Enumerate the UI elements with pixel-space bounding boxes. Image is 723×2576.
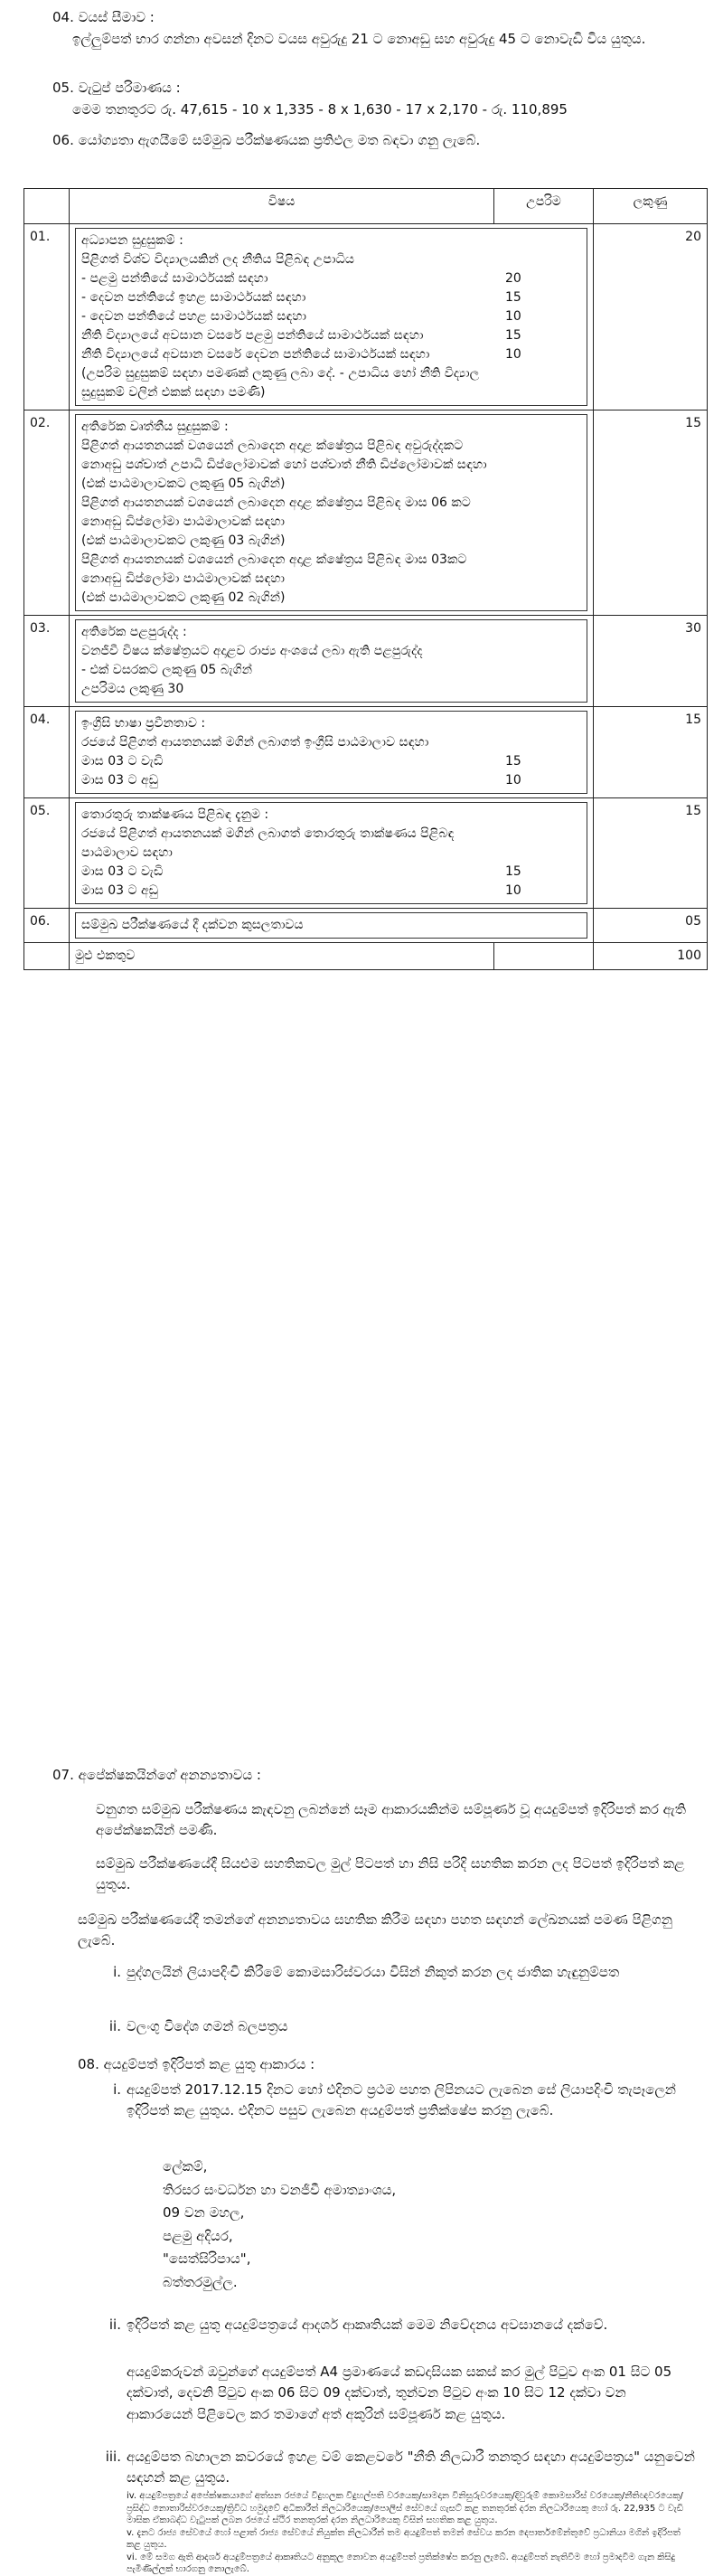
table-row <box>24 616 708 707</box>
subject-item-text: රජයේ පිළිගත් ආයතනයක් මගින් ලබාගත් ඉංග්‍රීසි පාඨමාලාව සඳහා <box>81 735 429 750</box>
total-label: මුළු එකතුව <box>70 943 494 970</box>
subject-item <box>81 307 581 326</box>
section-08-title: 08. අයදුම්පත් ඉදිරිපත් කළ යුතු ආකාරය : <box>78 2056 315 2072</box>
subject-item-max: 10 <box>505 773 521 788</box>
subject-item <box>81 437 581 475</box>
submit-text-2: ඉදිරිපත් කළ යුතු අයදුම්පත්‍රයේ ආදර්ශ ආකෘතියක් මෙම නිවේදනය අවසානයේ දක්වේ. <box>127 2317 608 2333</box>
total-max <box>494 943 594 970</box>
subject-item <box>81 551 581 589</box>
submit-text-3: අයදුම්පත බහාලන කවරයේ ඉහළ වම් කෙළවරේ "නීති නිලධාරී තනතුර සඳහා අයදුම්පත්‍රය" යනුවෙන් සඳහන් කළ යුතුය. <box>127 2449 695 2486</box>
subject-item-max: 10 <box>505 347 521 362</box>
row-subject <box>70 798 594 909</box>
table-total-row <box>24 943 708 970</box>
address-line-5: "සෙත්සිරිපාය", <box>163 2250 251 2267</box>
row-subject <box>70 909 594 943</box>
submit-items-rest <box>127 2490 696 2576</box>
address-line-1: ලේකම්, <box>163 2158 208 2175</box>
subject-item-text: (එක් පාඨමාලාවකට ලකුණු 03 බැගින්) <box>81 533 286 548</box>
row-number: 01. <box>24 224 70 410</box>
subject-item-text: මාස 03 ට අඩු <box>81 883 158 898</box>
subject-title-line <box>81 418 581 437</box>
section-07-para1: වනුගත සම්මුඛ පරීක්ෂණය කැඳවනු ලබන්නේ සෑම ආකාරයකින්ම සම්පූර්ණ වූ අයදුම්පත් ඉදිරිපත් කර ඇති අපේක්ෂකයින් පමණි. <box>96 1801 686 1839</box>
subject-item <box>81 269 581 288</box>
subject-box <box>75 228 587 406</box>
row-subject <box>70 707 594 798</box>
subject-item-max: 10 <box>505 883 521 898</box>
subject-item <box>81 733 581 752</box>
submit-num-3: iii. <box>105 2449 121 2465</box>
row-marks: 15 <box>594 410 708 616</box>
a4-instructions: අයදුම්කරුවන් ඔවුන්ගේ අයදුම්පත් A4 ප්‍රමාණයේ කඩදාසියක සකස් කර මුල් පිටුව අංක 01 සිට 05 දක්වාත්, දෙවනි පිටුව අංක 06 සිට 09 දක්වාත්, තුන්වන පිටුව අංක 10 සිට 12 දක්වා වන ආකාරයෙන් පිළිවෙල කර තමාගේ අත් අකුරින් සම්පූර්ණ කළ යුතුය. <box>127 2364 672 2422</box>
subject-item <box>81 589 581 608</box>
row-marks: 15 <box>594 707 708 798</box>
subject-item <box>81 771 581 790</box>
table-row <box>24 224 708 410</box>
subject-item <box>81 661 581 680</box>
subject-item-text: නීති විද්‍යාලයේ අවසාන වසරේ පළමු පන්තියේ සාමාර්ථයක් සඳහා <box>81 328 424 343</box>
table-header-row <box>24 189 708 224</box>
id-doc-num-1: i. <box>113 1964 121 1980</box>
submit-num-2: ii. <box>108 2317 121 2333</box>
section-07-para2: සම්මුඛ පරීක්ෂණයේදී සියළුම සහතිකවල මුල් පිටපත් හා නිසි පරිදි සහතික කරන ලද පිටපත් ඉදිරිපත් කළ යුතුය. <box>96 1855 685 1893</box>
row-number: 05. <box>24 798 70 909</box>
subject-item-max: 10 <box>505 309 521 324</box>
row-marks: 15 <box>594 798 708 909</box>
subject-item <box>81 642 581 661</box>
subject-item <box>81 250 581 269</box>
subject-item-text: (උපරිම සුදුසුකම් සඳහා පමණක් ලකුණු ලබා දේ. - උපාධිය හෝ නීති විද්‍යාල සුදුසුකම් වලින් එකක් සඳහා පමණි) <box>81 366 480 400</box>
subject-item <box>81 475 581 494</box>
submit-num-5: v. <box>127 2527 135 2538</box>
subject-item-text: නීති විද්‍යාලයේ අවසාන වසරේ දෙවන පන්තියේ සාමාර්ථයක් සඳහා <box>81 347 430 362</box>
subject-item-text: (එක් පාඨමාලාවකට ලකුණු 02 බැගින්) <box>81 590 286 605</box>
subject-item <box>81 882 581 901</box>
subject-item-text: මාස 03 ට වැඩි <box>81 754 164 769</box>
section-06-title: 06. යෝග්‍යතා ඇගයීමේ සම්මුඛ පරීක්ෂණයක ප්‍රතිඵල මත බඳවා ගනු ලැබේ. <box>52 132 481 148</box>
subject-item <box>81 752 581 771</box>
subject-item-text: උපරිමය ලකුණු 30 <box>81 682 184 696</box>
subject-title: අධ්‍යාපන සුදුසුකම් : <box>81 233 183 248</box>
submit-num-1: i. <box>113 2081 121 2098</box>
submit-item-4 <box>127 2490 696 2527</box>
subject-box <box>75 414 587 611</box>
subject-item-text: පිළිගත් ආයතනයක් වශයෙන් ලබාදෙන අදාළ ක්ෂේත්‍රය පිළිබඳ මාස 06 කට නොඅඩු ඩිප්ලෝමා පාඨමාලාවක් සඳහා <box>81 495 471 529</box>
row-subject <box>70 224 594 410</box>
submit-text-5: දැනට රාජ්‍ය සේවයේ හෝ පළාත් රාජ්‍ය සේවයේ නියුක්ත නිලධාරීන් තම අයදුම්පත් තමන් සේවය කරන දෙපාර්තමේන්තුවේ ප්‍රධානියා මගින් ඉදිරිපත් කළ යුතුය. <box>127 2527 681 2550</box>
subject-item-text: - පළමු පන්තියේ සාමාර්ථයක් සඳහා <box>81 271 268 286</box>
subject-item-max: 15 <box>505 864 521 879</box>
subject-item-text: - දෙවන පන්තියේ පහළ සාමාර්ථයක් සඳහා <box>81 309 307 324</box>
subject-item-text: මාස 03 ට වැඩි <box>81 864 164 879</box>
row-number: 06. <box>24 909 70 943</box>
row-subject <box>70 616 594 707</box>
subject-title-line <box>81 714 581 733</box>
subject-box <box>75 619 587 703</box>
subject-item <box>81 863 581 882</box>
submit-item-1 <box>113 2080 696 2122</box>
section-07-title: 07. අපේක්ෂකයින්ගේ අනන්‍යතාවය : <box>52 1767 261 1783</box>
subject-title: තොරතුරු තාක්ෂණය පිළිබඳ දැනුම : <box>81 807 269 822</box>
subject-item-text: වනජීවී විෂය ක්ෂේත්‍රයට අදාළව රාජ්‍ය අංශයේ ලබා ඇති පළපුරුද්ද <box>81 644 423 658</box>
header-subject: විෂය <box>70 189 494 224</box>
section-07-para3: සම්මුඛ පරීක්ෂණයේදී තමන්ගේ අනන්‍යතාවය සහතික කිරීම සඳහා පහත සඳහන් ලේඛනයක් පමණ පිළිගනු ලැබේ. <box>78 1911 672 1949</box>
submit-item-3 <box>105 2447 696 2489</box>
id-doc-item-1 <box>113 1962 696 1983</box>
submit-text-4: අයදුම්පත්‍රයේ අපේක්ෂකයාගේ අත්සන රජයේ විදුහලක විදුහල්පති වරයෙකු/සාමදාන විනිසුරුවරයෙකු/දිවුරුම් කොමසාරිස් වරයෙකු/නීතිඥවරයෙකු/ප්‍රසිද්ධ නොතාරිස්වරයෙකු/ත්‍රිවිධ හමුදාවේ අධිකාරීත් නිලධාරියෙකු/පොලිස් සේවයේ ගැසට් කළ තනතුරක් දරන නිලධාරියෙකු හෝ රු. 22,935 ට වැඩි මාසික ඒකාබද්ධ වැටුපක් ලබන රජයේ ස්ථිර තනතුරක් දරන නිලධාරියෙකු විසින් සහතික කළ යුතුය. <box>127 2491 684 2525</box>
table-row <box>24 909 708 943</box>
subject-item <box>81 494 581 532</box>
subject-title-line <box>81 916 581 935</box>
subject-item-max: 20 <box>505 271 521 286</box>
submit-item-2 <box>108 2315 696 2335</box>
subject-title: අතිරේක පළපුරුද්ද : <box>81 625 187 639</box>
table-row <box>24 707 708 798</box>
submit-num-6: vi. <box>127 2552 137 2562</box>
subject-item <box>81 680 581 699</box>
subject-title: ඉංග්‍රීසි භාෂා ප්‍රවීනතාව : <box>81 716 206 731</box>
table-row <box>24 410 708 616</box>
subject-item <box>81 326 581 345</box>
submit-item-5 <box>127 2527 696 2552</box>
id-doc-text-2: වලංගු විදේශ ගමන් බලපත්‍රය <box>127 2018 288 2034</box>
subject-item-text: (එක් පාඨමාලාවකට ලකුණු 05 බැගින්) <box>81 477 286 491</box>
address-line-2: තිරසර සංවර්ධන හා වනජීවී අමාත්‍යාංශය, <box>163 2181 397 2198</box>
subject-item-text: පිළිගත් විශ්ව විද්‍යාලයකින් ලද නීතිය පිළිබඳ උපාධිය <box>81 252 354 267</box>
row-marks: 05 <box>594 909 708 943</box>
subject-title: අතිරේක වෘත්තීය සුදුසුකම් : <box>81 420 229 434</box>
subject-item-text: - එක් වසරකට ලකුණු 05 බැගින් <box>81 663 253 677</box>
submit-item-6 <box>127 2552 696 2576</box>
marks-table <box>23 188 708 970</box>
subject-item <box>81 825 581 863</box>
row-number: 03. <box>24 616 70 707</box>
address-block <box>163 2156 396 2294</box>
section-05-title: 05. වැටුප් පරිමාණය : <box>52 80 181 96</box>
row-subject <box>70 410 594 616</box>
table-row <box>24 798 708 909</box>
header-no <box>24 189 70 224</box>
table-body <box>24 224 708 943</box>
row-marks: 20 <box>594 224 708 410</box>
header-max: උපරිම <box>494 189 594 224</box>
subject-item <box>81 345 581 364</box>
address-line-3: 09 වන මහල, <box>163 2204 245 2221</box>
subject-item-text: මාස 03 ට අඩු <box>81 773 158 788</box>
id-doc-item-2 <box>108 2016 696 2037</box>
header-marks: ලකුණු <box>594 189 708 224</box>
subject-item-text: පිළිගත් ආයතනයක් වශයෙන් ලබාදෙන අදාළ ක්ෂේත්‍රය පිළිබඳ අවුරුද්දකට නොඅඩු පශ්චාත් උපාධි ඩිප්ලෝමාවක් හෝ පශ්චාත් නීති ඩිප්ලෝමාවක් සඳහා <box>81 439 487 472</box>
subject-box <box>75 711 587 794</box>
subject-item-text: පිළිගත් ආයතනයක් වශයෙන් ලබාදෙන අදාළ ක්ෂේත්‍රය පිළිබඳ මාස 03කට නොඅඩු ඩිප්ලෝමා පාඨමාලාවක් සඳහා <box>81 552 467 586</box>
subject-box <box>75 802 587 904</box>
subject-title-line <box>81 231 581 250</box>
section-04-text: ඉල්ලුම්පත් භාර ගන්නා අවසන් දිනට වයස අවුරුදු 21 ට නොඅඩු සහ අවුරුදු 45 ට නොවැඩි විය යුතුය. <box>72 31 646 47</box>
subject-item-text: - දෙවන පන්තියේ ඉහළ සාමාර්ථයක් සඳහා <box>81 290 306 305</box>
row-marks: 30 <box>594 616 708 707</box>
subject-item-text: රජයේ පිළිගත් ආයතනයක් මගින් ලබාගත් තොරතුරු තාක්ෂණය පිළිබඳ පාඨමාලාව සඳහා <box>81 826 455 860</box>
address-line-4: පළමු අදියර, <box>163 2227 233 2244</box>
total-no <box>24 943 70 970</box>
subject-item <box>81 532 581 551</box>
subject-title-line <box>81 623 581 642</box>
subject-box <box>75 912 587 939</box>
row-number: 02. <box>24 410 70 616</box>
subject-title-line <box>81 806 581 825</box>
section-05-text: මෙම තනතුරට රු. 47,615 - 10 x 1,335 - 8 x 1,630 - 17 x 2,170 - රු. 110,895 <box>72 101 568 118</box>
submit-num-4: iv. <box>127 2491 137 2501</box>
id-doc-num-2: ii. <box>108 2018 121 2034</box>
subject-item-max: 15 <box>505 754 521 769</box>
total-value: 100 <box>594 943 708 970</box>
address-line-6: බත්තරමුල්ල. <box>163 2273 238 2290</box>
section-04-title: 04. වයස් සීමාව : <box>52 9 155 25</box>
subject-item <box>81 364 581 402</box>
subject-item-max: 15 <box>505 290 521 305</box>
subject-item <box>81 288 581 307</box>
subject-item-max: 15 <box>505 328 521 343</box>
row-number: 04. <box>24 707 70 798</box>
submit-text-1: අයදුම්පත් 2017.12.15 දිනට හෝ එදිනට ප්‍රථම පහත ලිපිනයට ලැබෙන සේ ලියාපදිංචි තැපෑලෙන් ඉදිරිපත් කළ යුතුය. එදිනට පසුව ලැබෙන අයදුම්පත් ප්‍රතික්ෂේප කරනු ලැබේ. <box>127 2081 676 2119</box>
id-doc-text-1: පුද්ගලයින් ලියාපදිංචි කිරීමේ කොමසාරිස්වරයා විසින් නිකුත් කරන ලද ජාතික හැඳුනුම්පත <box>127 1964 620 1980</box>
subject-title: සම්මුඛ පරීක්ෂණයේ දී දක්වන කුසලතාවය <box>81 918 304 932</box>
submit-text-6: මේ සමග ඇති ආදර්ශ අයදුම්පත්‍රයේ ආකෘතියට අනුකූල නොවන අයදුම්පත් ප්‍රතික්ෂේප කරනු ලැබේ. අයදුම්පත් නැතිවීම හෝ ප්‍රමාදවීම ගැන කිසිදු පැමිණිල්ලක් භාරගනු නොලැබේ. <box>127 2552 676 2574</box>
